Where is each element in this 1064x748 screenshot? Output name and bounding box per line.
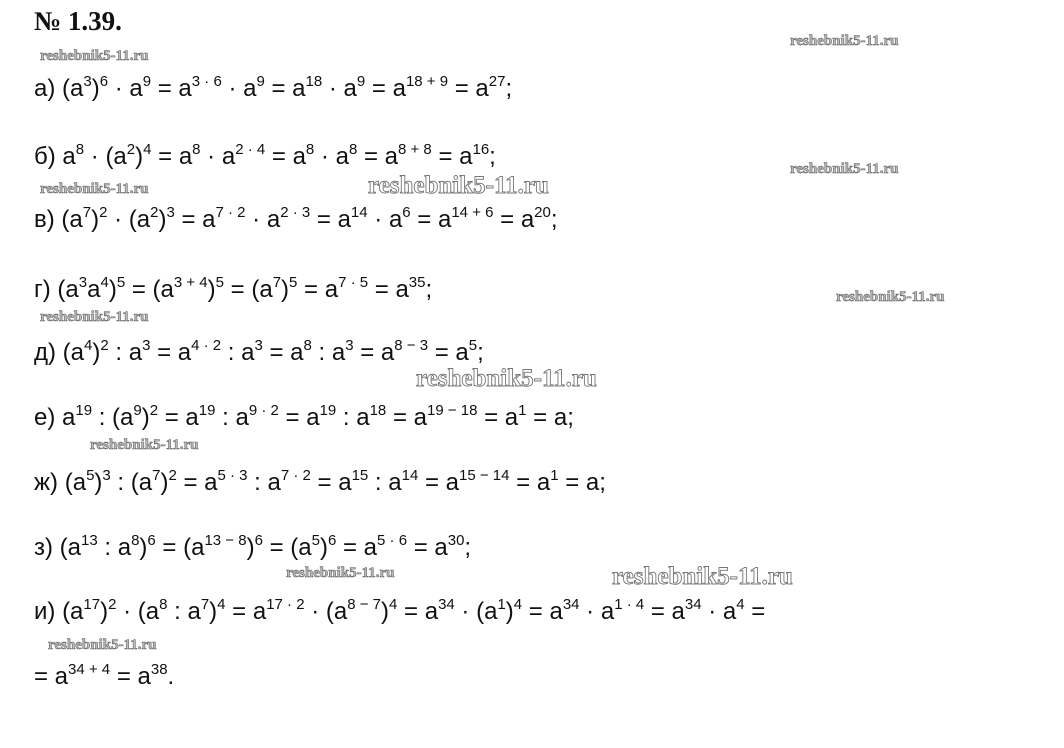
math-text: ) (92, 339, 101, 366)
math-text: ) (141, 404, 150, 431)
exponent: 5 (215, 274, 224, 291)
exponent: 13 (81, 532, 98, 549)
math-text: ) (505, 598, 514, 625)
exponent: 2 (126, 141, 136, 158)
exponent: 7 (272, 274, 282, 291)
watermark: reshebnik5-11.ru (40, 309, 149, 325)
exponent: 2 (150, 204, 159, 221)
solution-line-i-cont (34, 661, 175, 690)
math-text: · a (108, 75, 143, 102)
math-text: д) (a (34, 339, 85, 366)
exponent: 5 (86, 467, 95, 484)
math-text: = a (265, 143, 306, 170)
math-text: = a (493, 206, 535, 233)
watermark: reshebnik5-11.ru (40, 181, 149, 197)
math-text: = a (428, 339, 469, 366)
exponent: 30 (447, 532, 465, 549)
math-text: ; (425, 276, 433, 303)
exponent: 3 + 4 (173, 274, 208, 291)
exponent: 15 (351, 467, 369, 484)
exponent: 4 (736, 596, 745, 613)
math-text: · a (221, 75, 257, 102)
math-text: = a (151, 143, 193, 170)
math-text: = a (150, 339, 192, 366)
watermark: reshebnik5-11.ru (48, 637, 157, 653)
math-text: ) (94, 469, 103, 496)
math-text: : a (221, 339, 255, 366)
exponent: 8 (192, 141, 201, 158)
solution-line-v (34, 204, 558, 233)
problem-number: № 1.39. (34, 6, 122, 36)
exponent: 2 · 3 (280, 204, 311, 221)
math-text: = a (353, 339, 395, 366)
math-text: = a (278, 404, 320, 431)
exponent: 2 (99, 204, 108, 221)
exponent: 3 (83, 73, 92, 90)
math-text: з) (a (34, 534, 82, 561)
exponent: 4 (84, 337, 93, 354)
math-text: ; (464, 534, 472, 561)
solution-line-a (34, 73, 513, 102)
math-text: : a (167, 598, 201, 625)
exponent: 6 (402, 204, 411, 221)
exponent: 27 (488, 73, 506, 90)
exponent: 17 · 2 (266, 596, 305, 613)
exponent: 8 − 7 (347, 596, 382, 613)
math-text: ; (489, 143, 496, 170)
math-text: = a (644, 598, 685, 625)
exponent: 8 − 3 (394, 337, 429, 354)
watermark: reshebnik5-11.ru (40, 48, 149, 64)
exponent: 1 (518, 402, 527, 419)
math-text: ) (160, 469, 169, 496)
math-text: · a (200, 143, 236, 170)
math-text: = a (158, 404, 199, 431)
math-text: = (a (155, 534, 205, 561)
math-text: = a (297, 276, 339, 303)
math-text: ) (139, 534, 148, 561)
math-text: : a (311, 339, 346, 366)
math-text: = a (34, 663, 69, 690)
exponent: 3 (102, 467, 111, 484)
exponent: 2 (108, 596, 117, 613)
math-text: · (a (116, 598, 160, 625)
math-text: : a (247, 469, 281, 496)
exponent: 3 · 6 (191, 73, 222, 90)
math-text: ) (207, 276, 216, 303)
math-text: · (a (304, 598, 348, 625)
math-text: = a (418, 469, 460, 496)
math-text: г) (a (34, 276, 79, 303)
math-text: · a (245, 206, 281, 233)
math-text: : a (336, 404, 370, 431)
math-text: = a (262, 339, 304, 366)
exponent: 5 (311, 532, 320, 549)
exponent: 20 (534, 204, 551, 221)
exponent: 2 (168, 467, 177, 484)
exponent: 8 (303, 337, 312, 354)
math-text: · a (701, 598, 737, 625)
exponent: 5 · 3 (217, 467, 248, 484)
solution-line-d (34, 337, 484, 366)
math-text: ; (505, 75, 513, 102)
watermark: reshebnik5-11.ru (368, 172, 549, 199)
math-text: = a (509, 469, 551, 496)
exponent: 4 (100, 274, 109, 291)
exponent: 8 + 8 (398, 141, 432, 158)
exponent: 5 (468, 337, 478, 354)
math-text: · a (314, 143, 349, 170)
exponent: 17 (83, 596, 101, 613)
math-text: = a (225, 598, 267, 625)
math-text: = a (310, 206, 351, 233)
exponent: 7 · 5 (338, 274, 369, 291)
math-text: = a (310, 469, 352, 496)
exponent: 3 (166, 204, 175, 221)
math-text: : (a (92, 404, 134, 431)
math-text: ; (550, 206, 558, 233)
math-text: · a (322, 75, 357, 102)
watermark: reshebnik5-11.ru (90, 437, 199, 453)
exponent: 15 − 14 (459, 467, 510, 484)
exponent: 14 (401, 467, 419, 484)
exponent: 14 (350, 204, 368, 221)
math-text: = a (407, 534, 448, 561)
exponent: 18 (305, 73, 323, 90)
exponent: 4 (389, 596, 398, 613)
math-text: · a (579, 598, 615, 625)
exponent: 6 (254, 532, 263, 549)
exponent: 7 · 2 (280, 467, 311, 484)
math-text: : a (215, 404, 249, 431)
math-text: : a (368, 469, 402, 496)
math-text: = (744, 598, 766, 625)
exponent: 9 · 2 (248, 402, 279, 419)
exponent: 19 (75, 402, 93, 419)
math-text: = a (174, 206, 216, 233)
exponent: 4 (513, 596, 523, 613)
math-text: = a (410, 206, 452, 233)
math-text: ) (91, 206, 100, 233)
math-text: = a (176, 469, 218, 496)
math-text: = a (448, 75, 489, 102)
exponent: 9 (356, 73, 366, 90)
math-text: ) (319, 534, 328, 561)
exponent: 19 (319, 402, 337, 419)
exponent: 7 (82, 204, 92, 221)
math-text: = a; (558, 469, 606, 496)
math-text: · (a (454, 598, 498, 625)
exponent: 8 (159, 596, 168, 613)
solution-line-zh (34, 467, 606, 496)
math-text: = a (357, 143, 398, 170)
exponent: 9 (142, 73, 152, 90)
exponent: 1 · 4 (614, 596, 645, 613)
exponent: 13 − 8 (204, 532, 247, 549)
watermark: reshebnik5-11.ru (790, 33, 899, 49)
math-text: = a (522, 598, 563, 625)
exponent: 8 (131, 532, 140, 549)
exponent: 5 (289, 274, 298, 291)
math-text: е) a (34, 404, 76, 431)
solution-line-g (34, 274, 433, 303)
math-text: ) (91, 75, 100, 102)
exponent: 18 + 9 (405, 73, 449, 90)
math-text: ж) (a (34, 469, 87, 496)
exponent: 7 · 2 (215, 204, 246, 221)
exponent: 7 (152, 467, 161, 484)
watermark: reshebnik5-11.ru (836, 289, 945, 305)
math-text: ) (158, 206, 167, 233)
math-text: ) (281, 276, 290, 303)
exponent: 38 (150, 661, 168, 678)
math-text: ) (246, 534, 255, 561)
exponent: 35 (408, 274, 426, 291)
math-text: и) (a (34, 598, 84, 625)
exponent: 1 (550, 467, 559, 484)
math-text: = a (336, 534, 378, 561)
math-text: : (a (110, 469, 153, 496)
watermark: reshebnik5-11.ru (416, 365, 597, 392)
math-text: = (a (262, 534, 312, 561)
exponent: 3 (142, 337, 151, 354)
math-text: ) (135, 143, 144, 170)
math-text: = a (477, 404, 519, 431)
math-text: = a (397, 598, 439, 625)
math-text: . (167, 663, 175, 690)
exponent: 3 (254, 337, 263, 354)
math-text: = a (431, 143, 473, 170)
exponent: 5 (116, 274, 126, 291)
exponent: 34 (684, 596, 702, 613)
watermark: reshebnik5-11.ru (286, 565, 395, 581)
math-text: а) (a (34, 75, 84, 102)
exponent: 34 (438, 596, 455, 613)
math-text: : a (97, 534, 132, 561)
exponent: 34 + 4 (68, 661, 111, 678)
exponent: 3 (345, 337, 354, 354)
exponent: 9 (256, 73, 265, 90)
exponent: 8 (305, 141, 315, 158)
exponent: 19 (198, 402, 216, 419)
exponent: 6 (99, 73, 109, 90)
solution-line-z (34, 532, 472, 561)
math-text: = a (110, 663, 151, 690)
math-text: = a (368, 276, 409, 303)
exponent: 4 · 2 (191, 337, 222, 354)
exponent: 5 · 6 (377, 532, 408, 549)
math-text: = a (365, 75, 406, 102)
exponent: 4 (143, 141, 152, 158)
watermark: reshebnik5-11.ru (790, 161, 899, 177)
exponent: 9 (133, 402, 142, 419)
exponent: 3 (78, 274, 88, 291)
solution-line-b (34, 141, 496, 170)
exponent: 19 − 18 (426, 402, 478, 419)
exponent: 1 (497, 596, 506, 613)
exponent: 6 (147, 532, 156, 549)
exponent: 6 (327, 532, 337, 549)
exponent: 2 (100, 337, 109, 354)
math-text: в) (a (34, 206, 83, 233)
math-text: ) (209, 598, 218, 625)
math-text: a (87, 276, 101, 303)
exponent: 34 (562, 596, 580, 613)
math-text: · (a (107, 206, 151, 233)
math-text: = a; (526, 404, 574, 431)
exponent: 18 (369, 402, 387, 419)
math-text: · (a (84, 143, 127, 170)
math-text: = a (264, 75, 306, 102)
math-text: ) (100, 598, 109, 625)
math-text: = (a (125, 276, 174, 303)
math-text: б) a (34, 143, 76, 170)
math-text: ) (108, 276, 117, 303)
exponent: 16 (472, 141, 490, 158)
exponent: 2 · 4 (235, 141, 266, 158)
math-text: = a (386, 404, 427, 431)
exponent: 8 (75, 141, 85, 158)
exponent: 2 (149, 402, 159, 419)
math-text: ; (477, 339, 484, 366)
exponent: 7 (200, 596, 210, 613)
exponent: 8 (348, 141, 358, 158)
solution-line-e (34, 402, 574, 431)
math-text: : a (108, 339, 143, 366)
watermark: reshebnik5-11.ru (612, 563, 793, 590)
solution-line-i (34, 596, 766, 625)
math-text: · a (367, 206, 403, 233)
exponent: 14 + 6 (451, 204, 494, 221)
math-text: ) (381, 598, 390, 625)
math-text: = (a (223, 276, 273, 303)
math-text: = a (151, 75, 192, 102)
exponent: 4 (217, 596, 226, 613)
